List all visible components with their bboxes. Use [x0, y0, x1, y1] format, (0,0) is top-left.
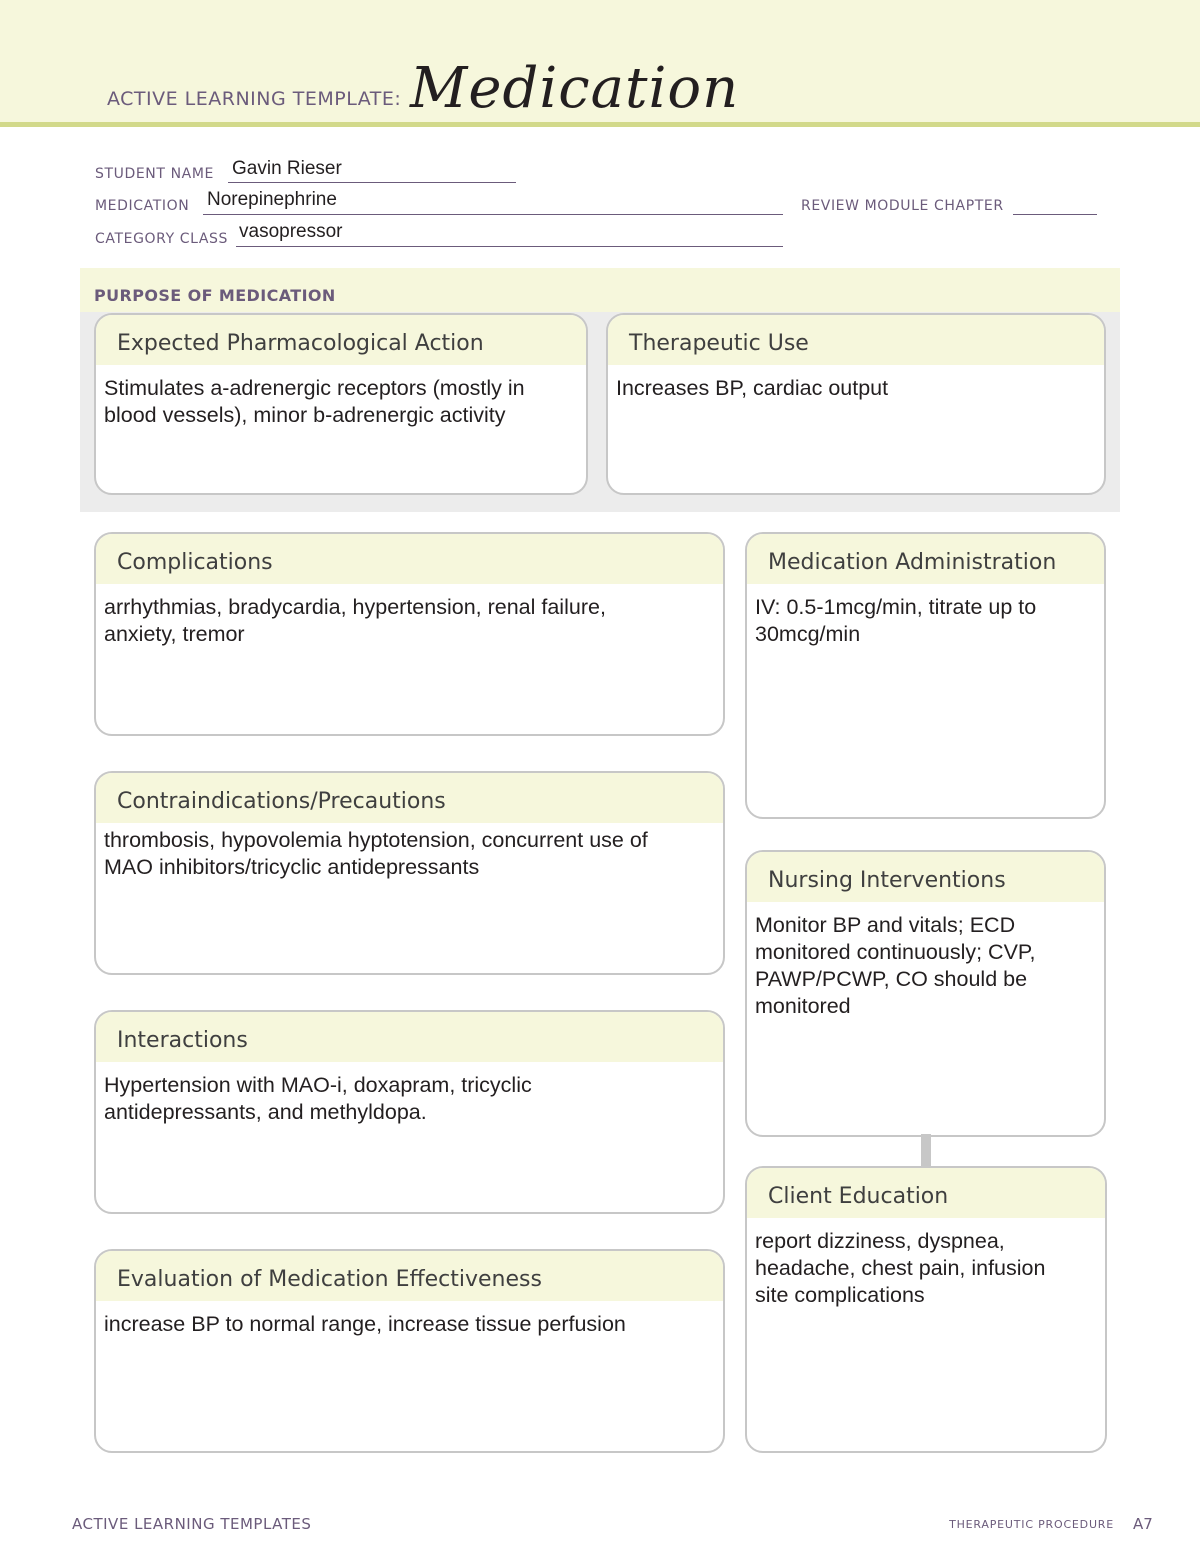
- contraindications-heading: Contraindications/Precautions: [96, 773, 723, 823]
- footer-page-number: A7: [1133, 1515, 1153, 1533]
- student-name-field[interactable]: Gavin Rieser: [232, 158, 342, 179]
- review-module-line: [1013, 214, 1097, 215]
- medication-line: [203, 214, 783, 215]
- footer-right: THERAPEUTIC PROCEDURE: [949, 1518, 1114, 1531]
- nursing-interventions-heading: Nursing Interventions: [747, 852, 1104, 902]
- connector-bar: [921, 1134, 931, 1166]
- nursing-interventions-box: [745, 850, 1106, 1137]
- interactions-box: [94, 1010, 725, 1214]
- complications-text[interactable]: arrhythmias, bradycardia, hypertension, renal failure, anxiety, tremor: [104, 595, 606, 646]
- student-name-line: [228, 182, 516, 183]
- evaluation-box: [94, 1249, 725, 1453]
- nursing-interventions-text[interactable]: Monitor BP and vitals; ECD monitored continuously; CVP, PAWP/PCWP, CO should be monitored: [755, 913, 1036, 1018]
- medication-administration-heading: Medication Administration: [747, 534, 1104, 584]
- medication-field[interactable]: Norepinephrine: [207, 189, 337, 210]
- page-title: Medication: [410, 56, 740, 121]
- contraindications-text[interactable]: thrombosis, hypovolemia hyptotension, concurrent use of MAO inhibitors/tricyclic antidepressants: [104, 828, 648, 879]
- therapeutic-use-text[interactable]: Increases BP, cardiac output: [616, 376, 889, 400]
- medication-administration-box: [745, 532, 1106, 819]
- interactions-heading: Interactions: [96, 1012, 723, 1062]
- medication-administration-text[interactable]: IV: 0.5-1mcg/min, titrate up to 30mcg/min: [755, 595, 1037, 646]
- client-education-heading: Client Education: [747, 1168, 1105, 1218]
- evaluation-text[interactable]: increase BP to normal range, increase tissue perfusion: [104, 1312, 626, 1336]
- complications-heading: Complications: [96, 534, 723, 584]
- expected-action-text[interactable]: Stimulates a-adrenergic receptors (mostly in blood vessels), minor b-adrenergic activity: [104, 376, 525, 427]
- interactions-text[interactable]: Hypertension with MAO-i, doxapram, tricyclic antidepressants, and methyldopa.: [104, 1073, 532, 1124]
- complications-box: [94, 532, 725, 736]
- evaluation-heading: Evaluation of Medication Effectiveness: [96, 1251, 723, 1301]
- category-class-line: [236, 246, 783, 247]
- template-label: ACTIVE LEARNING TEMPLATE:: [107, 88, 402, 110]
- contraindications-box: [94, 771, 725, 975]
- medication-label: MEDICATION: [95, 198, 190, 214]
- client-education-text[interactable]: report dizziness, dyspnea, headache, chest pain, infusion site complications: [755, 1229, 1046, 1307]
- review-module-label: REVIEW MODULE CHAPTER: [801, 198, 1004, 214]
- footer-left: ACTIVE LEARNING TEMPLATES: [72, 1515, 312, 1533]
- client-education-box: [745, 1166, 1107, 1453]
- category-class-field[interactable]: vasopressor: [239, 221, 343, 242]
- student-name-label: STUDENT NAME: [95, 166, 214, 182]
- purpose-title: PURPOSE OF MEDICATION: [94, 286, 336, 305]
- expected-action-box: [94, 313, 588, 495]
- therapeutic-use-box: [606, 313, 1106, 495]
- expected-action-heading: Expected Pharmacological Action: [96, 315, 586, 365]
- category-class-label: CATEGORY CLASS: [95, 231, 229, 247]
- therapeutic-use-heading: Therapeutic Use: [608, 315, 1104, 365]
